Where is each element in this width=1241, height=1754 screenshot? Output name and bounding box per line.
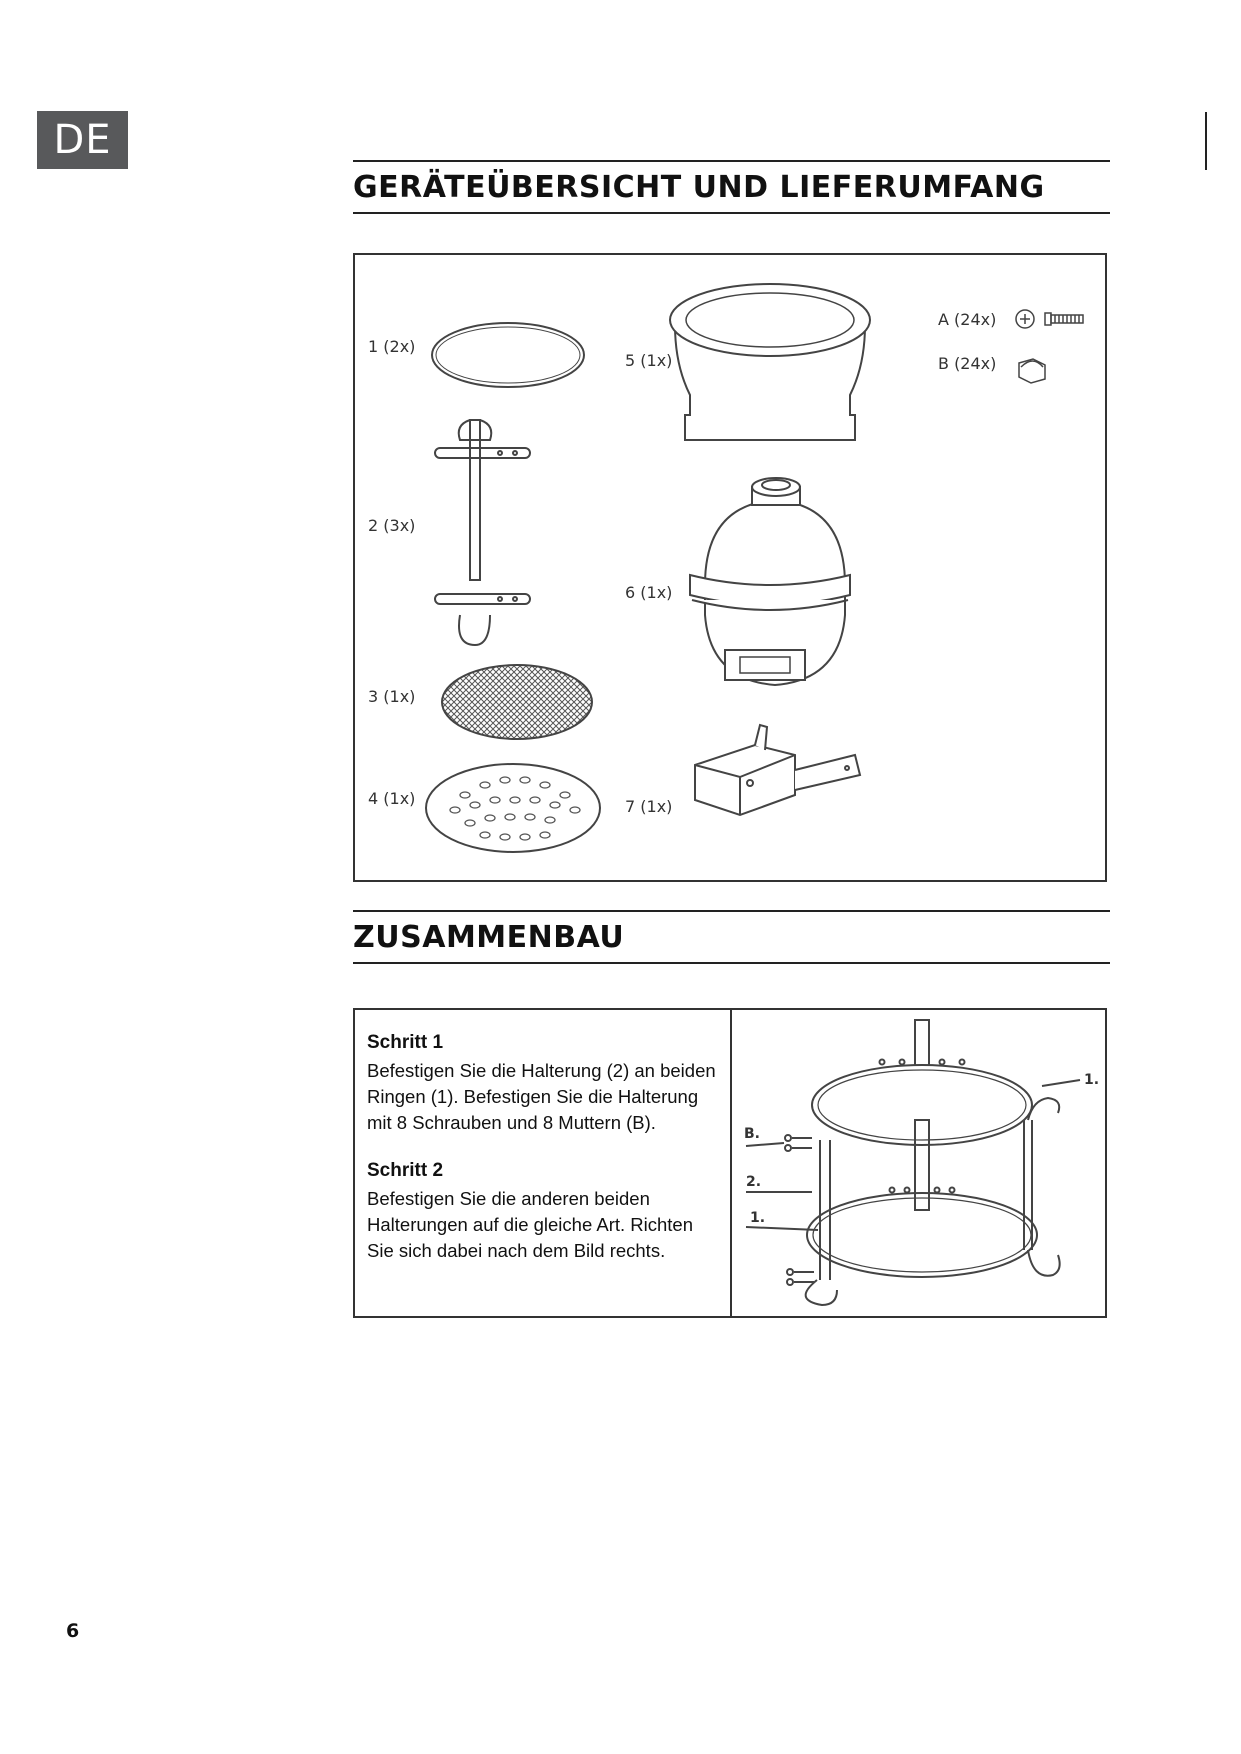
step-1-title: Schritt 1 — [367, 1032, 444, 1053]
figure-label-nuts: B. — [744, 1126, 760, 1142]
fire-bowl-icon — [670, 284, 870, 440]
assembly-instructions — [353, 1008, 1107, 1318]
part-label-1: 1 (2x) — [368, 337, 416, 356]
part-label-6: 6 (1x) — [625, 583, 673, 602]
assembly-steps — [355, 1010, 732, 1316]
language-tab: DE — [37, 111, 128, 169]
figure-label-ring-bottom: 1. — [750, 1210, 766, 1226]
heading-rule-top — [353, 160, 1110, 162]
parts-illustration — [355, 255, 1105, 880]
part-label-3: 3 (1x) — [368, 687, 416, 706]
screw-icon — [1016, 310, 1083, 328]
assembly-heading: ZUSAMMENBAU — [353, 920, 625, 955]
parts-overview-figure — [353, 253, 1107, 882]
grill-grate-icon — [442, 665, 592, 739]
handle-bracket-icon — [695, 725, 860, 815]
step-2-title: Schritt 2 — [367, 1160, 444, 1181]
page-number: 6 — [66, 1620, 80, 1642]
assembly-rule-bottom — [353, 962, 1110, 964]
step-2-text: Befestigen Sie die anderen beiden Halterungen auf die gleiche Art. Richten Sie sich dabei nach dem Bild rechts. — [367, 1188, 694, 1261]
ring-icon — [432, 323, 584, 387]
part-label-5: 5 (1x) — [625, 351, 673, 370]
stand-assembly-illustration — [732, 1010, 1107, 1316]
overview-heading: GERÄTEÜBERSICHT UND LIEFERUMFANG — [353, 170, 1045, 205]
perforated-plate-icon — [426, 764, 600, 852]
page-edge-mark — [1205, 112, 1207, 170]
figure-label-bracket: 2. — [746, 1174, 762, 1190]
figure-label-ring-top: 1. — [1084, 1072, 1100, 1088]
heading-rule-bottom — [353, 212, 1110, 214]
nut-icon — [1019, 359, 1045, 383]
part-label-2: 2 (3x) — [368, 516, 416, 535]
assembly-rule-top — [353, 910, 1110, 912]
kamado-body-icon — [690, 478, 850, 685]
bracket-icon — [435, 420, 530, 645]
part-label-b: B (24x) — [938, 354, 997, 373]
assembly-figure — [732, 1010, 1107, 1316]
step-1-text: Befestigen Sie die Halterung (2) an beiden Ringen (1). Befestigen Sie die Halterung mit 8 Schrauben und 8 Muttern (B). — [367, 1060, 716, 1133]
part-label-a: A (24x) — [938, 310, 997, 329]
part-label-7: 7 (1x) — [625, 797, 673, 816]
part-label-4: 4 (1x) — [368, 789, 416, 808]
